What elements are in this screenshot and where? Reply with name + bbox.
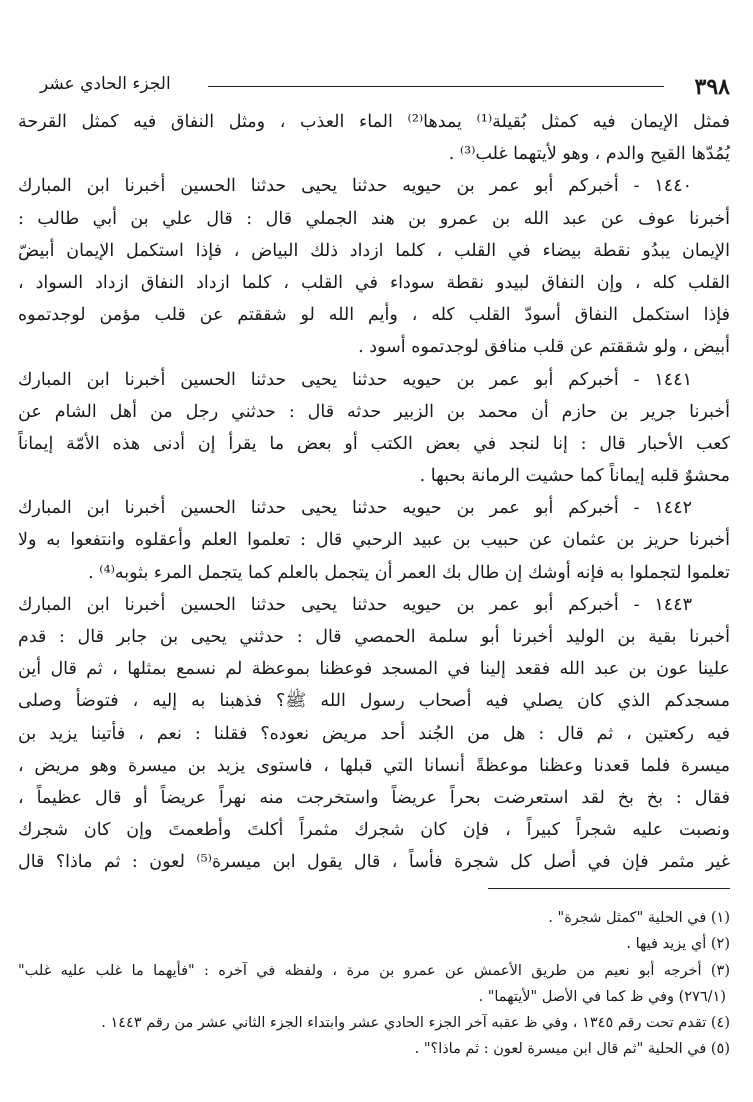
text-line: ميسرة فلما قعدنا وعظنا موعظةً أنسانا التي قبلها ، فاستوى يزيد بن ميسرة وهو مريض ،	[18, 755, 730, 776]
text-line: أخبرنا بقية بن الوليد أخبرنا أبو سلمة الحمصي قال : حدثني يحيى بن جابر قال : قدم	[18, 627, 730, 647]
hadith-1440-heading: ١٤٤٠ - أخبركم أبو عمر بن حيويه حدثنا يحيى حدثنا الحسين أخبرنا ابن المبارك	[18, 176, 692, 197]
footnote-5: (٥) في الحلية "ثم قال ابن ميسرة لعون : ثم ماذا؟" .	[414, 1041, 730, 1058]
text-line: أخبرنا جرير بن حازم أن محمد بن الزبير حدثه قال : حدثني رجل من أهل الشام عن	[18, 401, 730, 422]
text-line: يُمُدّها القيح والدم ، وهو لأيتهما غلب⁽³⁾ .	[448, 144, 730, 165]
text-line: غير مثمر فإن في أصل كل شجرة فأساً ، قال يقول ابن ميسرة⁽⁵⁾ لعون : ثم ماذا؟ قال	[18, 852, 730, 873]
text-line: فيه ركعتين ، ثم قال : هل من الجُند أحد مريض نعوده؟ فقلنا : نعم ، فأتينا يزيد بن	[18, 723, 730, 744]
footnotes	[18, 905, 730, 1063]
text-line: أبيض ، ولو شققتم عن قلب منافق لوجدتموه أسود .	[358, 337, 730, 358]
text-line: أخبرنا عوف عن عبد الله بن عمرو بن هند الجملي قال : قال علي بن أبي طالب :	[18, 208, 730, 229]
text-line: القلب كله ، وإن النفاق لبيدو نقطة سوداء في القلب ، كلما ازداد النفاق ازداد السواد ،	[18, 272, 730, 293]
text-line: تعلموا لتجملوا به فإنه أوشك إن طال بك العمر أن يتجمل بالعلم كما يتجمل المرء بثوبه⁽⁴⁾ .	[88, 562, 730, 583]
footnote-1: (١) في الحلية "كمثل شجرة" .	[548, 910, 730, 926]
hadith-1442-heading: ١٤٤٢ - أخبركم أبو عمر بن حيويه حدثنا يحيى حدثنا الحسين أخبرنا ابن المبارك	[18, 498, 692, 519]
text-line: فقال : بخ بخ لقد استعرضت بحراً عريضاً واستخرجت منه نهراً عريضاً أو قال عظيماً ،	[18, 787, 730, 808]
text-line: ونصبت عليه شجراً كبيراً ، فإن كان شجرك مثمراً أكلتَ وأطعمتَ وإن كان شجرك	[18, 820, 730, 841]
body-text	[18, 106, 730, 879]
footnote-3: (٣) أخرجه أبو نعيم من طريق الأعمش عن عمرو بن مرة ، ولفظه في آخره : "فأيهما ما غلب عليه غلب"	[18, 962, 730, 979]
text-line: محشوٌ قلبه إيماناً كما حشيت الرمانة بحبها .	[419, 466, 730, 487]
footnote-3-continued: (٢٧٦/١) وفي ظ كما في الأصل "لأيتهما" .	[478, 988, 726, 1005]
text-line: الإيمان يبدُو نقطة بيضاء في القلب ، كلما ازداد ذلك البياض ، فإذا استكمل الإيمان أبيضّ	[18, 240, 730, 261]
text-line: فمثل الإيمان فيه كمثل بُقيلة⁽¹⁾ يمدها⁽²⁾ الماء العذب ، ومثل النفاق فيه كمثل القرحة	[18, 112, 730, 132]
text-line: أخبرنا حريز بن عثمان عن حبيب بن عبيد الرحبي قال : تعلموا العلم وأعقلوه وانتفعوا به ولا	[18, 530, 730, 551]
text-line: كعب الأحبار قال : إنا لنجد في بعض الكتب أو بعض ما يقرأ إن أدنى هذه الأمّة إيماناً	[18, 433, 730, 454]
hadith-1441-heading: ١٤٤١ - أخبركم أبو عمر بن حيويه حدثنا يحيى حدثنا الحسين أخبرنا ابن المبارك	[18, 369, 692, 390]
running-title: الجزء الحادي عشر	[40, 74, 171, 94]
page-header	[40, 70, 730, 100]
footnote-2: (٢) أي يزيد فيها .	[626, 936, 730, 953]
header-rule	[208, 86, 664, 87]
hadith-1443-heading: ١٤٤٣ - أخبركم أبو عمر بن حيويه حدثنا يحيى حدثنا الحسين أخبرنا ابن المبارك	[18, 594, 692, 615]
footnote-4: (٤) تقدم تحت رقم ١٣٤٥ ، وفي ظ عقبه آخر الجزء الحادي عشر وابتداء الجزء الثاني عشر من رقم ١٤٤٣ .	[101, 1015, 730, 1032]
page-number: ٣٩٨	[694, 74, 730, 100]
text-line: مسجدكم الذي كان يصلي فيه أصحاب رسول الله ﷺ؟ فذهبنا به إليه ، فتوضأ وصلى	[18, 691, 730, 712]
text-line: فإذا استكمل النفاق أسودّ القلب كله ، وأيم الله لو شققتم عن قلب مؤمن لوجدتموه	[18, 305, 730, 326]
footnote-separator	[488, 888, 730, 889]
text-line: علينا عون بن عبد الله فقعد إلينا في المسجد فوعظنا بموعظة لم نسمع بمثلها ، ثم قال أين	[18, 659, 730, 680]
